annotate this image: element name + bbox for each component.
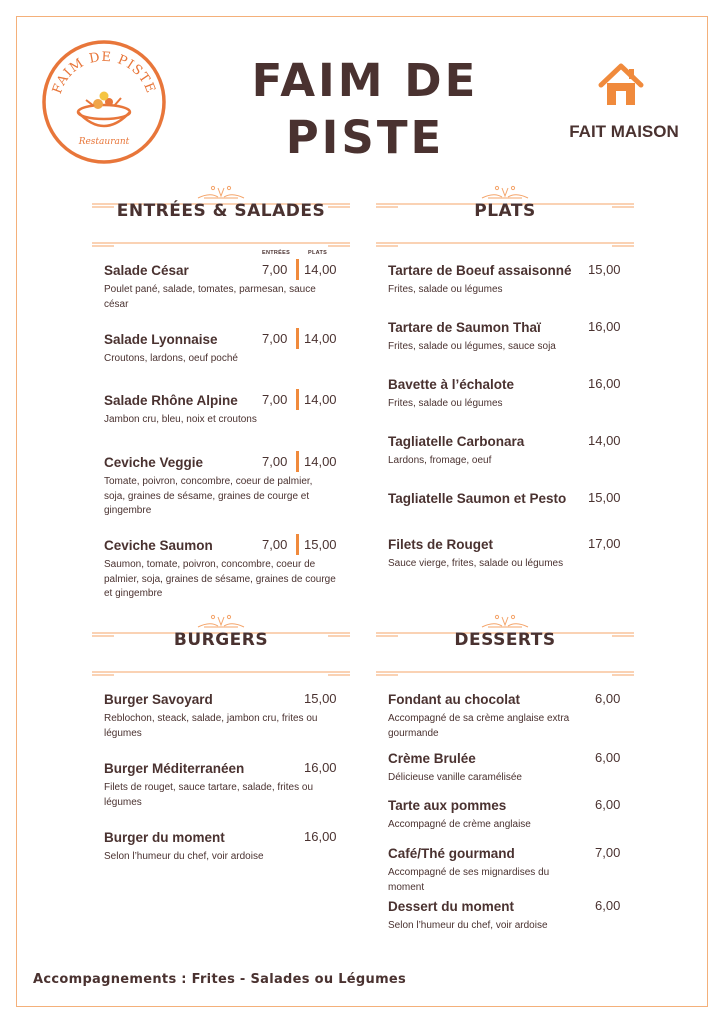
- price-separator: [296, 328, 299, 349]
- col-plats-label: PLATS: [308, 250, 328, 256]
- section-title: DESSERTS: [454, 630, 556, 650]
- price-separator: [296, 259, 299, 280]
- divider-line: [376, 242, 634, 254]
- section-header: [92, 609, 350, 669]
- col-entrees-label: ENTRÉES: [262, 250, 291, 256]
- section-header: [376, 609, 634, 669]
- section-plats: PLATS Tartare de Boeuf assaisonné 15,00 Frites, salade ou légumes Tartare de Saumon Thaï 16,00 Frites, salade ou légumes, sauce soja Bavette à l’échalote 16,00 Frites, salade ou légumes Tagliatelle Carbonara 14,00 Lardons, fromage, oeuf Tagliatelle Saumon et Pesto 15,00 Filets de Rouget 17,00 Sauce vierge, frites, salade ou légumes: [376, 180, 634, 240]
- house-icon: [598, 62, 644, 108]
- price-separator: [296, 534, 299, 555]
- logo-text-top: FAIM DE PISTE: [49, 49, 159, 96]
- restaurant-logo: [41, 40, 167, 164]
- section-burgers: BURGERS Burger Savoyard 15,00 Reblochon, steack, salade, jambon cru, frites ou légumes Burger Méditerranéen 16,00 Filets de rouget, sauce tartare, salade, frites ou légumes Burger du moment 16,00 Selon l’humeur du chef, voir ardoise: [92, 609, 350, 669]
- section-header: [376, 180, 634, 240]
- section-title: PLATS: [474, 201, 536, 221]
- restaurant-title: FAIM DE PISTE: [251, 54, 479, 164]
- price-separator: [296, 451, 299, 472]
- section-title: ENTRÉES & SALADES: [116, 201, 326, 221]
- divider-line: [376, 671, 634, 683]
- price-separator: [296, 389, 299, 410]
- section-desserts: DESSERTS Fondant au chocolat 6,00 Accompagné de sa crème anglaise extra gourmande Crème Brulée 6,00 Délicieuse vanille caramélisée Tarte aux pommes 6,00 Accompagné de crème anglaise Café/Thé gourmand 7,00 Accompagné de ses mignardises du moment Dessert du moment 6,00 Selon l’humeur du chef, voir ardoise: [376, 609, 634, 669]
- section-entrees: ENTRÉES & SALADES ENTRÉES PLATS Salade César 7,00 14,00 Poulet pané, salade, tomates, parmesan, sauce césar Salade Lyonnaise 7,00 14,00 Croutons, lardons, oeuf poché Salade Rhône Alpine 7,00 14,00 Jambon cru, bleu, noix et croutons Ceviche Veggie 7,00 14,00 Tomate, poivron, concombre, coeur de palmier, soja, graines de sésame, graines de courge et gingembre Ceviche Saumon 7,00 15,00 Saumon, tomate, poivron, concombre, coeur de palmier, soja, graines de sésame, graines de courge et gingembre: [92, 180, 350, 240]
- fait-maison-badge: FAIT MAISON: [569, 122, 679, 141]
- section-header: [92, 180, 350, 240]
- section-title: BURGERS: [173, 630, 269, 650]
- footer-accompaniments: Accompagnements : Frites - Salades ou Légumes: [33, 972, 407, 987]
- logo-text-bottom: Restaurant: [78, 137, 130, 147]
- divider-line: [92, 671, 350, 683]
